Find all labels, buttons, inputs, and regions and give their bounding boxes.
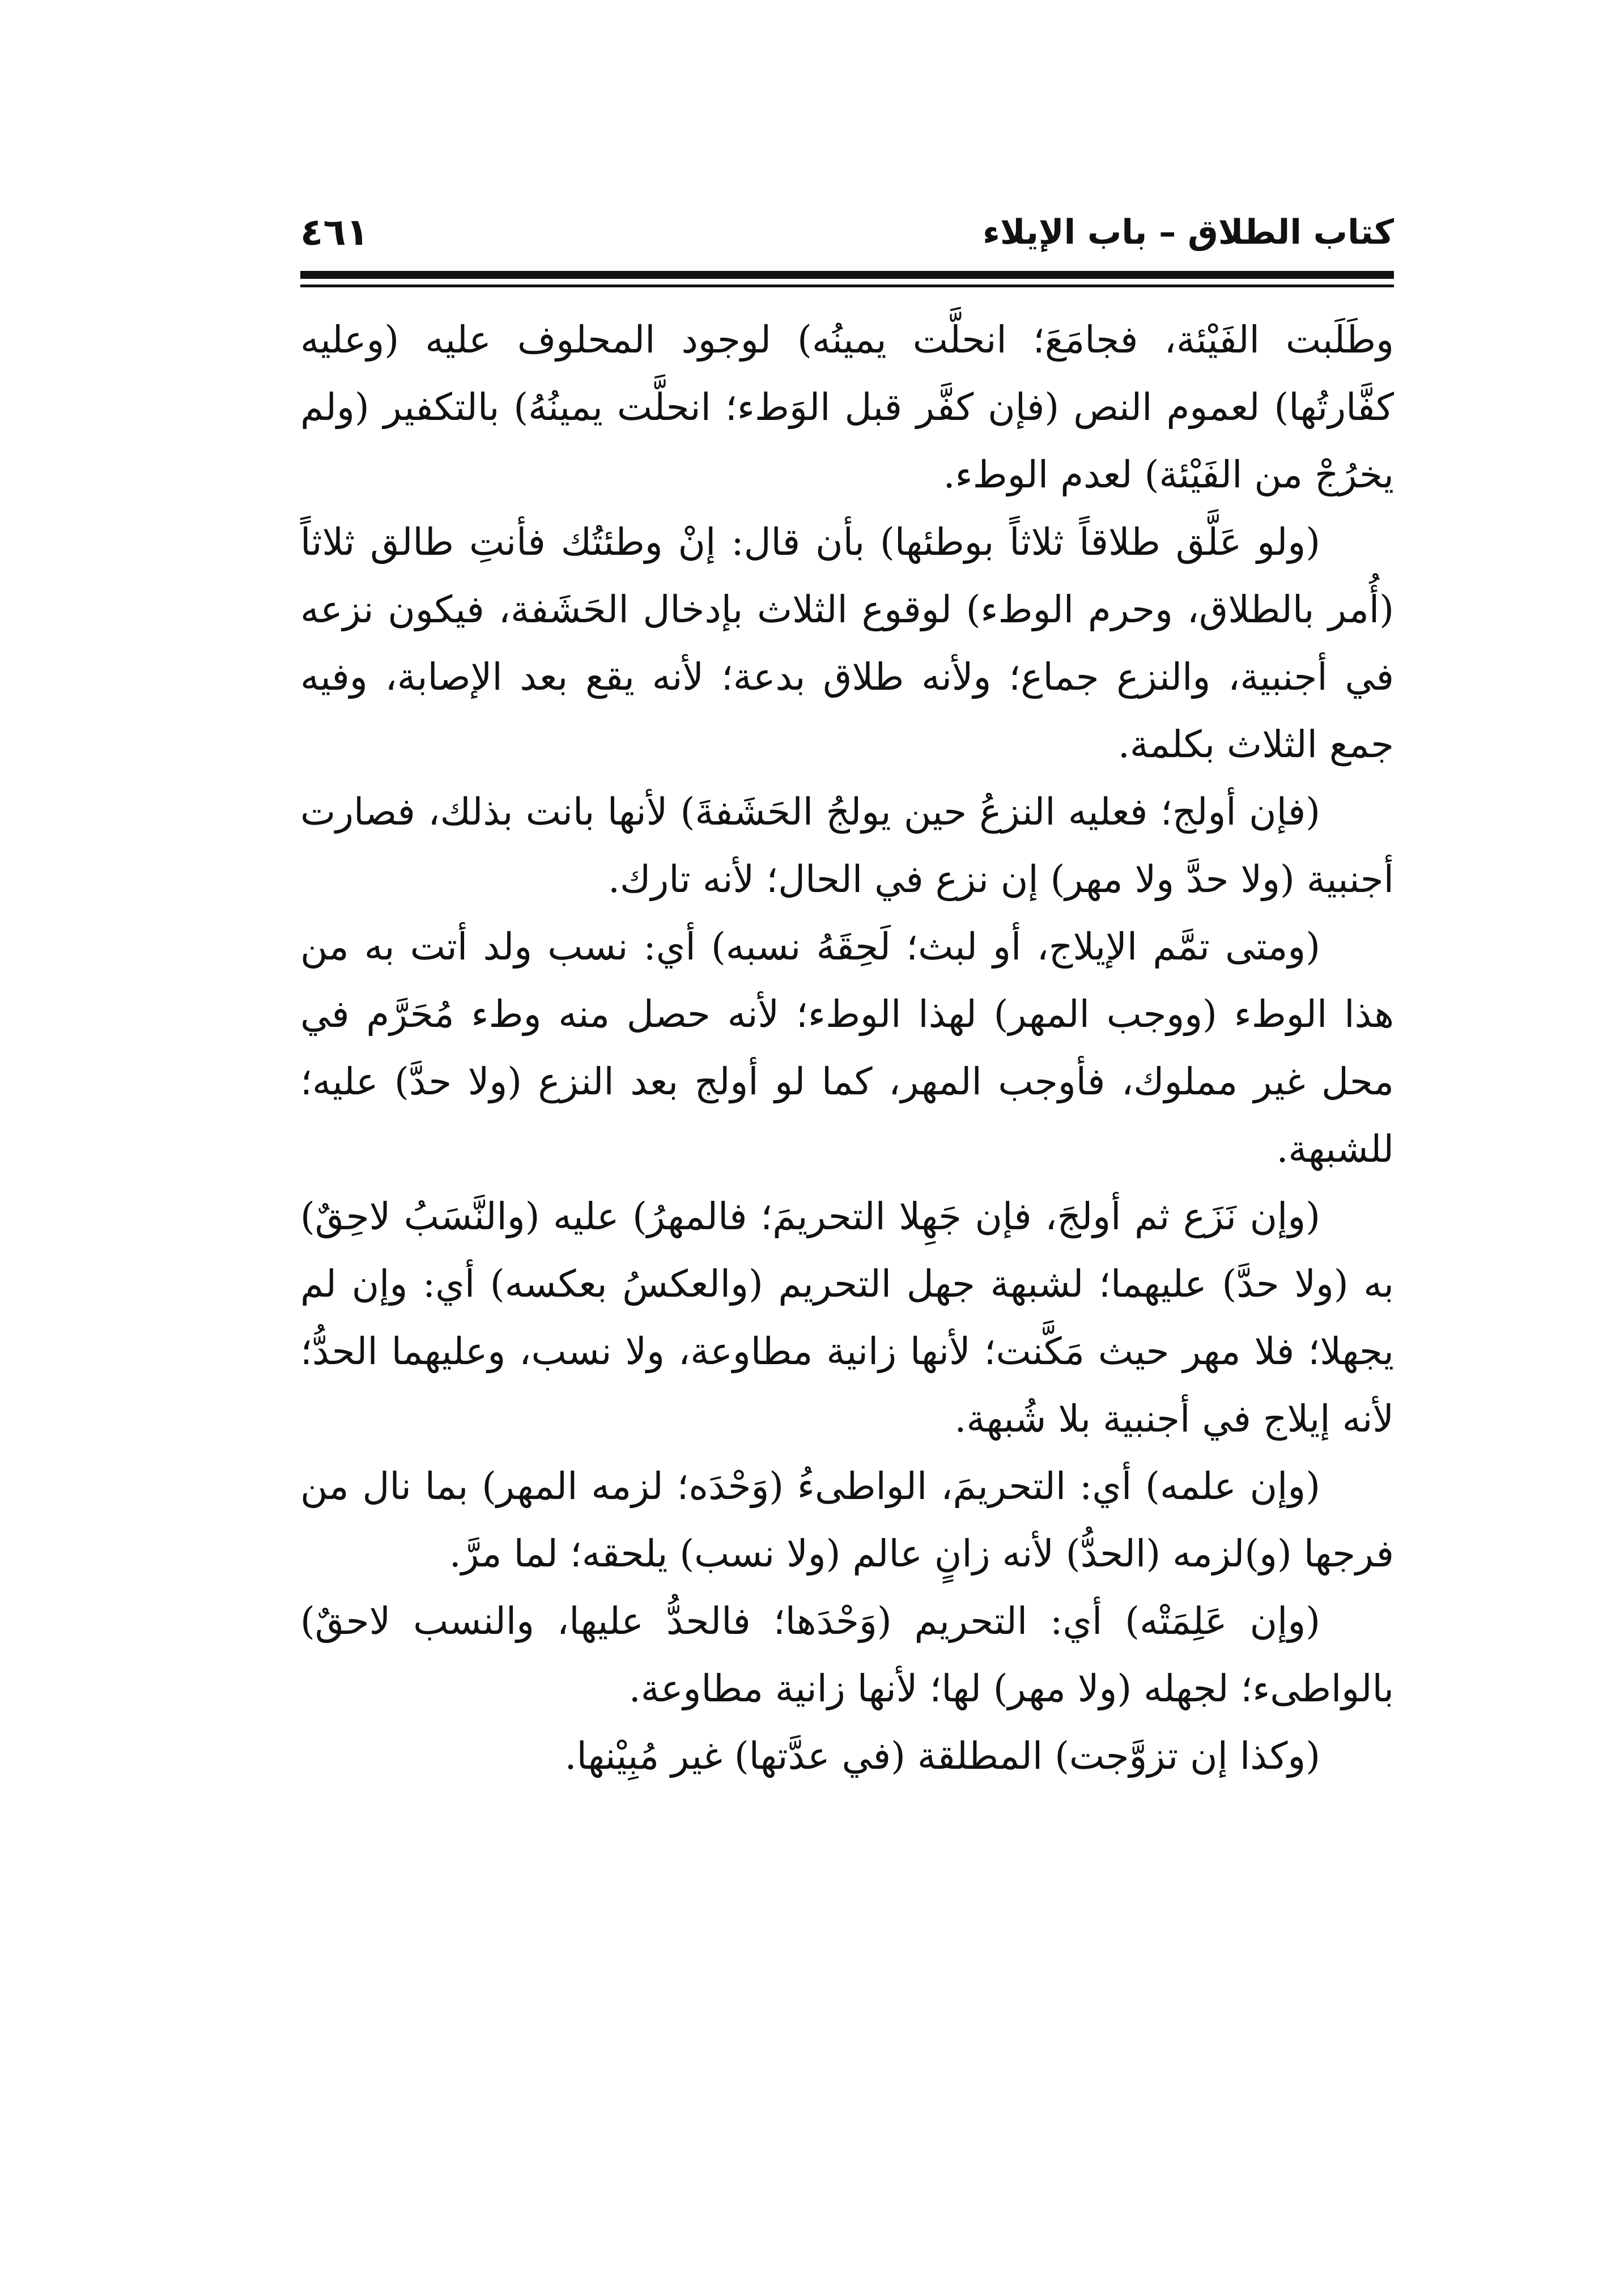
running-title: كتاب الطلاق – باب الإيلاء <box>983 213 1394 252</box>
header-rule-thin <box>300 284 1394 287</box>
paragraph-7: (وإن عَلِمَتْه) أي: التحريم (وَحْدَها؛ فالحدُّ عليها، والنسب لاحقٌ) بالواطىء؛ لجهله (ولا مهر) لها؛ لأنها زانية مطاوعة. <box>300 1599 1394 1710</box>
page-header <box>300 201 1394 264</box>
paragraph-8: (وكذا إن تزوَّجت) المطلقة (في عدَّتها) غير مُبِيْنها. <box>564 1734 1320 1778</box>
paragraph-6: (وإن علمه) أي: التحريمَ، الواطىءُ (وَحْدَه؛ لزمه المهر) بما نال من فرجها (و)لزمه (الحدُّ) لأنه زانٍ عالم (ولا نسب) يلحقه؛ لما مرَّ. <box>300 1464 1394 1576</box>
header-rule-thick <box>300 271 1394 279</box>
paragraph-4: (ومتى تمَّم الإيلاج، أو لبث؛ لَحِقَهُ نسبه) أي: نسب ولد أتت به من هذا الوطء (ووجب المهر) لهذا الوطء؛ لأنه حصل منه وطء مُحَرَّم في محل غير مملوك، فأوجب المهر، كما لو أولج بعد النزع (ولا حدَّ) عليه؛ للشبهة. <box>300 925 1394 1171</box>
paragraph-1: وطَلَبت الفَيْئة، فجامَعَ؛ انحلَّت يمينُه) لوجود المحلوف عليه (وعليه كفَّارتُها) لعموم النص (فإن كفَّر قبل الوَطء؛ انحلَّت يمينُهُ) بالتكفير (ولم يخرُجْ من الفَيْئة) لعدم الوطء. <box>300 318 1394 496</box>
paragraph-2: (ولو عَلَّق طلاقاً ثلاثاً بوطئها) بأن قال: إنْ وطئتُك فأنتِ طالق ثلاثاً (أُمر بالطلاق، وحرم الوطء) لوقوع الثلاث بإدخال الحَشَفة، فيكون نزعه في أجنبية، والنزع جماع؛ ولأنه طلاق بدعة؛ لأنه يقع بعد الإصابة، وفيه جمع الثلاث بكلمة. <box>300 520 1394 766</box>
paragraph-5: (وإن نَزَع ثم أولجَ، فإن جَهِلا التحريمَ؛ فالمهرُ) عليه (والنَّسَبُ لاحِقٌ) به (ولا حدَّ) عليهما؛ لشبهة جهل التحريم (والعكسُ بعكسه) أي: وإن لم يجهلا؛ فلا مهر حيث مَكَّنت؛ لأنها زانية مطاوعة، ولا نسب، وعليهما الحدُّ؛ لأنه إيلاج في أجنبية بلا شُبهة. <box>300 1195 1394 1441</box>
body-text <box>300 306 1394 1790</box>
paragraph-3: (فإن أولج؛ فعليه النزعُ حين يولجُ الحَشَفةَ) لأنها بانت بذلك، فصارت أجنبية (ولا حدَّ ولا مهر) إن نزع في الحال؛ لأنه تارك. <box>300 790 1394 901</box>
page-number: ٤٦١ <box>300 210 369 254</box>
